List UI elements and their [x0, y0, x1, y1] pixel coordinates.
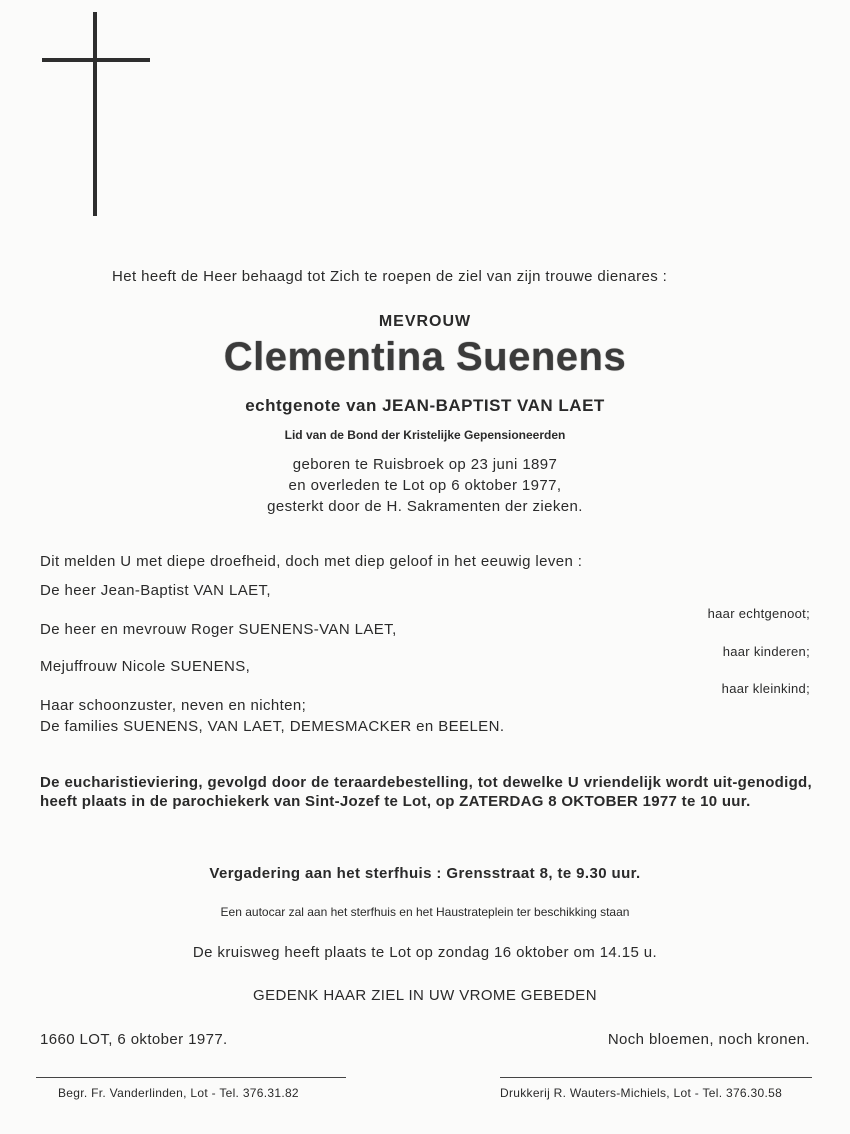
- ceremony-paragraph: De eucharistieviering, gevolgd door de teraardebestelling, tot dewelke U vriendelijk wordt uit-genodigd, heeft plaats in de parochiekerk van Sint-Jozef te Lot, op ZATERDAG 8 OKTOBER 1977 te 10 uur.: [40, 774, 812, 810]
- funeral-director-credit: Begr. Fr. Vanderlinden, Lot - Tel. 376.31.82: [58, 1086, 299, 1100]
- family-relation: haar echtgenoot;: [707, 606, 810, 621]
- footer-divider-left: [36, 1077, 346, 1078]
- way-of-cross-line: De kruisweg heeft plaats te Lot op zondag 16 oktober om 14.15 u.: [192, 944, 658, 961]
- prayer-request: GEDENK HAAR ZIEL IN UW VROME GEBEDEN: [253, 987, 597, 1004]
- no-flowers-note: Noch bloemen, noch kronen.: [607, 1031, 810, 1048]
- honorific-title: MEVROUW: [378, 313, 472, 330]
- family-member: De heer en mevrouw Roger SUENENS-VAN LAET,: [40, 621, 397, 638]
- family-member: Mejuffrouw Nicole SUENENS,: [40, 658, 251, 675]
- footer-divider-right: [500, 1077, 812, 1078]
- deceased-name: Clementina Suenens: [223, 335, 627, 379]
- printer-credit: Drukkerij R. Wauters-Michiels, Lot - Tel. 376.30.58: [500, 1086, 783, 1100]
- cross-vertical-bar: [93, 12, 97, 216]
- sacraments-line: gesterkt door de H. Sakramenten der zieken.: [267, 498, 583, 515]
- family-member: Haar schoonzuster, neven en nichten;: [40, 697, 307, 714]
- family-relation: haar kinderen;: [722, 644, 810, 659]
- family-member: De families SUENENS, VAN LAET, DEMESMACKER en BEELEN.: [40, 718, 505, 735]
- spouse-line: echtgenote van JEAN-BAPTIST VAN LAET: [245, 396, 605, 415]
- bus-notice: Een autocar zal aan het sterfhuis en het Haustrateplein ter beschikking staan: [220, 905, 630, 919]
- birth-line: geboren te Ruisbroek op 23 juni 1897: [292, 456, 558, 473]
- family-relation: haar kleinkind;: [721, 681, 810, 696]
- place-date: 1660 LOT, 6 oktober 1977.: [40, 1031, 228, 1048]
- family-member: De heer Jean-Baptist VAN LAET,: [40, 582, 271, 599]
- cross-horizontal-bar: [42, 58, 150, 62]
- announcement-text: Dit melden U met diepe droefheid, doch met diep geloof in het eeuwig leven :: [40, 553, 583, 570]
- membership-line: Lid van de Bond der Kristelijke Gepensioneerden: [284, 428, 566, 442]
- meeting-line: Vergadering aan het sterfhuis : Grensstraat 8, te 9.30 uur.: [209, 865, 641, 882]
- death-line: en overleden te Lot op 6 oktober 1977,: [288, 477, 562, 494]
- intro-text: Het heeft de Heer behaagd tot Zich te roepen de ziel van zijn trouwe dienares :: [112, 268, 668, 285]
